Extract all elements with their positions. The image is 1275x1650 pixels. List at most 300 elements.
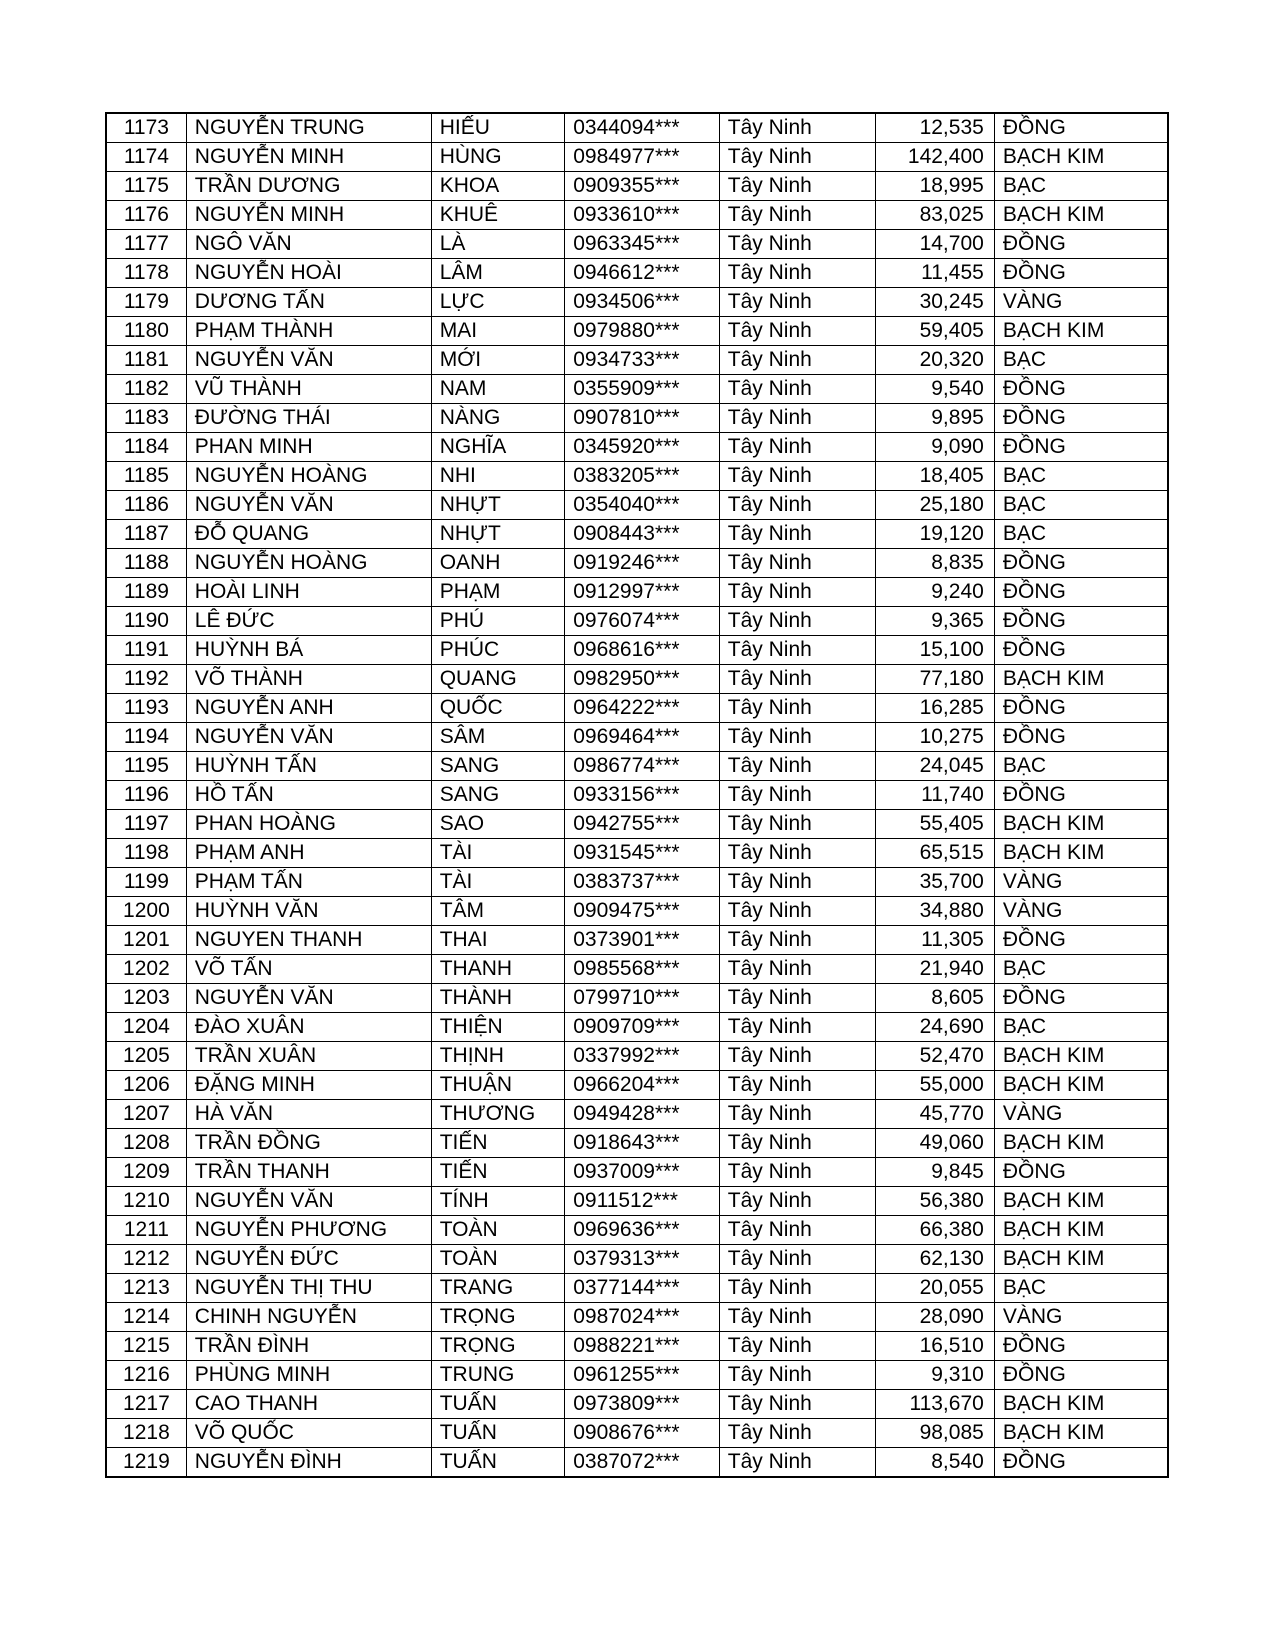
cell-given-name: TRỌNG [431, 1303, 565, 1332]
table-row [106, 1390, 1168, 1419]
cell-surname: HUỲNH VĂN [186, 897, 431, 926]
cell-phone: 0984977*** [565, 143, 720, 172]
cell-stt: 1202 [106, 955, 186, 984]
table-row [106, 926, 1168, 955]
cell-phone: 0383205*** [565, 462, 720, 491]
cell-tier: BẠCH KIM [994, 1129, 1168, 1158]
cell-tier: BẠCH KIM [994, 1390, 1168, 1419]
cell-given-name: TOÀN [431, 1245, 565, 1274]
cell-phone: 0355909*** [565, 375, 720, 404]
cell-phone: 0961255*** [565, 1361, 720, 1390]
cell-surname: PHÙNG MINH [186, 1361, 431, 1390]
table-row [106, 1448, 1168, 1478]
cell-surname: TRẦN XUÂN [186, 1042, 431, 1071]
cell-points: 55,405 [876, 810, 994, 839]
cell-surname: NGUYỄN VĂN [186, 491, 431, 520]
cell-surname: ĐƯỜNG THÁI [186, 404, 431, 433]
cell-surname: PHẠM THÀNH [186, 317, 431, 346]
cell-tier: BẠC [994, 462, 1168, 491]
cell-points: 9,895 [876, 404, 994, 433]
cell-phone: 0968616*** [565, 636, 720, 665]
cell-phone: 0969464*** [565, 723, 720, 752]
table-row [106, 897, 1168, 926]
cell-tier: ĐỒNG [994, 1158, 1168, 1187]
cell-phone: 0966204*** [565, 1071, 720, 1100]
cell-points: 8,835 [876, 549, 994, 578]
cell-tier: ĐỒNG [994, 375, 1168, 404]
cell-points: 9,240 [876, 578, 994, 607]
cell-tier: BẠCH KIM [994, 1042, 1168, 1071]
cell-surname: CAO THANH [186, 1390, 431, 1419]
cell-points: 20,320 [876, 346, 994, 375]
table-row [106, 462, 1168, 491]
cell-province: Tây Ninh [719, 694, 876, 723]
table-body [106, 113, 1168, 1477]
cell-points: 19,120 [876, 520, 994, 549]
cell-points: 9,310 [876, 1361, 994, 1390]
cell-stt: 1204 [106, 1013, 186, 1042]
cell-phone: 0911512*** [565, 1187, 720, 1216]
cell-tier: ĐỒNG [994, 607, 1168, 636]
cell-points: 18,405 [876, 462, 994, 491]
cell-province: Tây Ninh [719, 259, 876, 288]
table-row [106, 520, 1168, 549]
cell-phone: 0344094*** [565, 113, 720, 143]
cell-points: 28,090 [876, 1303, 994, 1332]
cell-stt: 1207 [106, 1100, 186, 1129]
cell-tier: BẠCH KIM [994, 201, 1168, 230]
cell-province: Tây Ninh [719, 578, 876, 607]
cell-phone: 0942755*** [565, 810, 720, 839]
cell-given-name: THIỆN [431, 1013, 565, 1042]
cell-stt: 1185 [106, 462, 186, 491]
cell-given-name: TOÀN [431, 1216, 565, 1245]
cell-tier: ĐỒNG [994, 1448, 1168, 1478]
table-row [106, 433, 1168, 462]
cell-province: Tây Ninh [719, 781, 876, 810]
table-row [106, 201, 1168, 230]
table-row [106, 578, 1168, 607]
cell-phone: 0373901*** [565, 926, 720, 955]
cell-given-name: TIẾN [431, 1158, 565, 1187]
table-row [106, 1274, 1168, 1303]
cell-phone: 0976074*** [565, 607, 720, 636]
cell-stt: 1174 [106, 143, 186, 172]
cell-given-name: TUẤN [431, 1448, 565, 1478]
cell-tier: ĐỒNG [994, 926, 1168, 955]
cell-points: 10,275 [876, 723, 994, 752]
cell-stt: 1198 [106, 839, 186, 868]
cell-points: 35,700 [876, 868, 994, 897]
cell-points: 52,470 [876, 1042, 994, 1071]
cell-points: 83,025 [876, 201, 994, 230]
cell-tier: ĐỒNG [994, 113, 1168, 143]
cell-tier: BẠC [994, 1274, 1168, 1303]
cell-province: Tây Ninh [719, 1013, 876, 1042]
table-row [106, 1129, 1168, 1158]
cell-province: Tây Ninh [719, 955, 876, 984]
cell-tier: ĐỒNG [994, 433, 1168, 462]
cell-given-name: NÀNG [431, 404, 565, 433]
cell-province: Tây Ninh [719, 1158, 876, 1187]
cell-phone: 0986774*** [565, 752, 720, 781]
cell-phone: 0934733*** [565, 346, 720, 375]
cell-surname: PHẠM ANH [186, 839, 431, 868]
cell-stt: 1175 [106, 172, 186, 201]
cell-points: 66,380 [876, 1216, 994, 1245]
cell-province: Tây Ninh [719, 1390, 876, 1419]
cell-tier: BẠCH KIM [994, 1216, 1168, 1245]
table-row [106, 955, 1168, 984]
cell-points: 113,670 [876, 1390, 994, 1419]
cell-tier: ĐỒNG [994, 636, 1168, 665]
cell-phone: 0963345*** [565, 230, 720, 259]
table-row [106, 491, 1168, 520]
cell-points: 65,515 [876, 839, 994, 868]
table-row [106, 143, 1168, 172]
cell-tier: ĐỒNG [994, 578, 1168, 607]
cell-points: 24,045 [876, 752, 994, 781]
cell-stt: 1183 [106, 404, 186, 433]
cell-surname: HOÀI LINH [186, 578, 431, 607]
cell-tier: VÀNG [994, 897, 1168, 926]
cell-tier: BẠC [994, 752, 1168, 781]
cell-points: 20,055 [876, 1274, 994, 1303]
cell-points: 8,605 [876, 984, 994, 1013]
cell-surname: TRẦN DƯƠNG [186, 172, 431, 201]
cell-province: Tây Ninh [719, 607, 876, 636]
cell-tier: BẠCH KIM [994, 839, 1168, 868]
cell-stt: 1180 [106, 317, 186, 346]
table-row [106, 665, 1168, 694]
cell-province: Tây Ninh [719, 288, 876, 317]
cell-surname: VŨ THÀNH [186, 375, 431, 404]
cell-stt: 1211 [106, 1216, 186, 1245]
cell-phone: 0988221*** [565, 1332, 720, 1361]
cell-province: Tây Ninh [719, 462, 876, 491]
member-table [105, 112, 1169, 1478]
cell-tier: ĐỒNG [994, 1361, 1168, 1390]
cell-province: Tây Ninh [719, 810, 876, 839]
cell-tier: BẠCH KIM [994, 143, 1168, 172]
cell-tier: BẠCH KIM [994, 317, 1168, 346]
cell-surname: TRẦN ĐỒNG [186, 1129, 431, 1158]
cell-stt: 1215 [106, 1332, 186, 1361]
cell-given-name: TÂM [431, 897, 565, 926]
cell-surname: NGUYỄN PHƯƠNG [186, 1216, 431, 1245]
cell-points: 16,285 [876, 694, 994, 723]
cell-given-name: MAI [431, 317, 565, 346]
cell-points: 16,510 [876, 1332, 994, 1361]
cell-province: Tây Ninh [719, 1042, 876, 1071]
cell-phone: 0933610*** [565, 201, 720, 230]
table-row [106, 288, 1168, 317]
cell-points: 21,940 [876, 955, 994, 984]
cell-phone: 0985568*** [565, 955, 720, 984]
cell-points: 15,100 [876, 636, 994, 665]
cell-tier: BẠC [994, 955, 1168, 984]
cell-surname: TRẦN ĐÌNH [186, 1332, 431, 1361]
cell-province: Tây Ninh [719, 1448, 876, 1478]
cell-stt: 1178 [106, 259, 186, 288]
cell-stt: 1212 [106, 1245, 186, 1274]
cell-surname: VÕ QUỐC [186, 1419, 431, 1448]
cell-stt: 1192 [106, 665, 186, 694]
cell-stt: 1187 [106, 520, 186, 549]
cell-surname: NGUYỄN HOÀNG [186, 462, 431, 491]
cell-stt: 1193 [106, 694, 186, 723]
cell-tier: ĐỒNG [994, 984, 1168, 1013]
cell-points: 9,365 [876, 607, 994, 636]
cell-points: 8,540 [876, 1448, 994, 1478]
cell-province: Tây Ninh [719, 1100, 876, 1129]
table-row [106, 1332, 1168, 1361]
cell-stt: 1203 [106, 984, 186, 1013]
cell-surname: NGUYỄN VĂN [186, 1187, 431, 1216]
cell-stt: 1182 [106, 375, 186, 404]
cell-phone: 0933156*** [565, 781, 720, 810]
cell-points: 25,180 [876, 491, 994, 520]
cell-province: Tây Ninh [719, 1216, 876, 1245]
cell-tier: ĐỒNG [994, 1332, 1168, 1361]
cell-tier: BẠCH KIM [994, 1187, 1168, 1216]
cell-given-name: HIẾU [431, 113, 565, 143]
table-row [106, 636, 1168, 665]
cell-province: Tây Ninh [719, 172, 876, 201]
cell-stt: 1206 [106, 1071, 186, 1100]
cell-given-name: NHỰT [431, 520, 565, 549]
cell-surname: NGUYỄN HOÀNG [186, 549, 431, 578]
cell-stt: 1200 [106, 897, 186, 926]
cell-surname: PHAN HOÀNG [186, 810, 431, 839]
cell-stt: 1208 [106, 1129, 186, 1158]
cell-points: 62,130 [876, 1245, 994, 1274]
cell-stt: 1205 [106, 1042, 186, 1071]
cell-province: Tây Ninh [719, 839, 876, 868]
cell-phone: 0377144*** [565, 1274, 720, 1303]
cell-tier: BẠCH KIM [994, 1419, 1168, 1448]
cell-stt: 1184 [106, 433, 186, 462]
cell-surname: NGUYỄN VĂN [186, 723, 431, 752]
cell-phone: 0354040*** [565, 491, 720, 520]
table-row [106, 1245, 1168, 1274]
cell-surname: NGUYỄN VĂN [186, 346, 431, 375]
cell-given-name: HÙNG [431, 143, 565, 172]
cell-given-name: QUANG [431, 665, 565, 694]
cell-surname: NGUYỄN VĂN [186, 984, 431, 1013]
cell-phone: 0799710*** [565, 984, 720, 1013]
cell-points: 30,245 [876, 288, 994, 317]
cell-given-name: TIẾN [431, 1129, 565, 1158]
cell-surname: ĐỖ QUANG [186, 520, 431, 549]
table-row [106, 1303, 1168, 1332]
cell-province: Tây Ninh [719, 1245, 876, 1274]
table-row [106, 259, 1168, 288]
cell-given-name: THUẬN [431, 1071, 565, 1100]
table-row [106, 1013, 1168, 1042]
cell-points: 11,740 [876, 781, 994, 810]
cell-province: Tây Ninh [719, 230, 876, 259]
cell-surname: DƯƠNG TẤN [186, 288, 431, 317]
cell-stt: 1181 [106, 346, 186, 375]
cell-surname: NGUYỄN MINH [186, 201, 431, 230]
cell-tier: ĐỒNG [994, 694, 1168, 723]
cell-surname: NGUYỄN HOÀI [186, 259, 431, 288]
table-row [106, 1071, 1168, 1100]
table-row [106, 549, 1168, 578]
cell-given-name: SANG [431, 781, 565, 810]
cell-province: Tây Ninh [719, 113, 876, 143]
cell-given-name: TRUNG [431, 1361, 565, 1390]
cell-stt: 1213 [106, 1274, 186, 1303]
table-row [106, 781, 1168, 810]
cell-surname: NGUYỄN THỊ THU [186, 1274, 431, 1303]
cell-given-name: TRỌNG [431, 1332, 565, 1361]
cell-stt: 1197 [106, 810, 186, 839]
table-row [106, 752, 1168, 781]
cell-points: 59,405 [876, 317, 994, 346]
table-row [106, 1100, 1168, 1129]
cell-surname: HỒ TẤN [186, 781, 431, 810]
cell-given-name: KHUÊ [431, 201, 565, 230]
cell-given-name: TUẤN [431, 1419, 565, 1448]
cell-points: 98,085 [876, 1419, 994, 1448]
table-row [106, 404, 1168, 433]
cell-surname: NGUYEN THANH [186, 926, 431, 955]
cell-tier: BẠC [994, 1013, 1168, 1042]
table-row [106, 868, 1168, 897]
cell-surname: NGUYỄN ANH [186, 694, 431, 723]
cell-province: Tây Ninh [719, 1129, 876, 1158]
cell-given-name: TÀI [431, 839, 565, 868]
cell-tier: ĐỒNG [994, 549, 1168, 578]
table-row [106, 113, 1168, 143]
cell-given-name: TRANG [431, 1274, 565, 1303]
cell-phone: 0909709*** [565, 1013, 720, 1042]
table-row [106, 607, 1168, 636]
cell-phone: 0937009*** [565, 1158, 720, 1187]
cell-surname: HUỲNH TẤN [186, 752, 431, 781]
cell-stt: 1214 [106, 1303, 186, 1332]
cell-phone: 0909475*** [565, 897, 720, 926]
cell-phone: 0379313*** [565, 1245, 720, 1274]
cell-stt: 1179 [106, 288, 186, 317]
cell-province: Tây Ninh [719, 1332, 876, 1361]
cell-phone: 0979880*** [565, 317, 720, 346]
cell-tier: BẠCH KIM [994, 1245, 1168, 1274]
cell-stt: 1176 [106, 201, 186, 230]
cell-province: Tây Ninh [719, 1187, 876, 1216]
cell-stt: 1201 [106, 926, 186, 955]
cell-province: Tây Ninh [719, 665, 876, 694]
cell-province: Tây Ninh [719, 404, 876, 433]
table-row [106, 375, 1168, 404]
cell-points: 11,305 [876, 926, 994, 955]
cell-surname: NGÔ VĂN [186, 230, 431, 259]
cell-tier: VÀNG [994, 868, 1168, 897]
cell-stt: 1210 [106, 1187, 186, 1216]
cell-given-name: TÍNH [431, 1187, 565, 1216]
cell-tier: BẠC [994, 172, 1168, 201]
cell-province: Tây Ninh [719, 1071, 876, 1100]
cell-phone: 0949428*** [565, 1100, 720, 1129]
cell-points: 45,770 [876, 1100, 994, 1129]
cell-phone: 0969636*** [565, 1216, 720, 1245]
cell-given-name: NHI [431, 462, 565, 491]
table-row [106, 839, 1168, 868]
cell-given-name: THÀNH [431, 984, 565, 1013]
table-row [106, 346, 1168, 375]
cell-phone: 0387072*** [565, 1448, 720, 1478]
table-row [106, 230, 1168, 259]
cell-points: 18,995 [876, 172, 994, 201]
cell-tier: VÀNG [994, 1100, 1168, 1129]
table-row [106, 723, 1168, 752]
cell-phone: 0345920*** [565, 433, 720, 462]
table-row [106, 810, 1168, 839]
cell-surname: LÊ ĐỨC [186, 607, 431, 636]
cell-surname: ĐÀO XUÂN [186, 1013, 431, 1042]
cell-points: 9,540 [876, 375, 994, 404]
cell-phone: 0987024*** [565, 1303, 720, 1332]
cell-tier: BẠC [994, 346, 1168, 375]
cell-stt: 1216 [106, 1361, 186, 1390]
cell-stt: 1196 [106, 781, 186, 810]
cell-points: 9,845 [876, 1158, 994, 1187]
table-row [106, 1187, 1168, 1216]
cell-phone: 0973809*** [565, 1390, 720, 1419]
cell-tier: ĐỒNG [994, 259, 1168, 288]
cell-tier: BẠCH KIM [994, 1071, 1168, 1100]
cell-given-name: THỊNH [431, 1042, 565, 1071]
cell-given-name: MỚI [431, 346, 565, 375]
cell-surname: PHẠM TẤN [186, 868, 431, 897]
cell-stt: 1209 [106, 1158, 186, 1187]
cell-given-name: KHOA [431, 172, 565, 201]
table-row [106, 984, 1168, 1013]
cell-given-name: PHẠM [431, 578, 565, 607]
table-row [106, 1361, 1168, 1390]
cell-stt: 1189 [106, 578, 186, 607]
cell-phone: 0908676*** [565, 1419, 720, 1448]
cell-given-name: NGHĨA [431, 433, 565, 462]
cell-tier: BẠCH KIM [994, 665, 1168, 694]
cell-points: 14,700 [876, 230, 994, 259]
cell-points: 24,690 [876, 1013, 994, 1042]
cell-province: Tây Ninh [719, 723, 876, 752]
cell-given-name: LỰC [431, 288, 565, 317]
cell-phone: 0908443*** [565, 520, 720, 549]
cell-phone: 0934506*** [565, 288, 720, 317]
cell-stt: 1190 [106, 607, 186, 636]
cell-tier: BẠC [994, 520, 1168, 549]
cell-surname: HÀ VĂN [186, 1100, 431, 1129]
cell-given-name: QUỐC [431, 694, 565, 723]
cell-surname: HUỲNH BÁ [186, 636, 431, 665]
cell-given-name: SANG [431, 752, 565, 781]
cell-stt: 1219 [106, 1448, 186, 1478]
cell-phone: 0946612*** [565, 259, 720, 288]
cell-given-name: TUẤN [431, 1390, 565, 1419]
cell-points: 34,880 [876, 897, 994, 926]
cell-surname: NGUYỄN ĐÌNH [186, 1448, 431, 1478]
cell-surname: NGUYỄN ĐỨC [186, 1245, 431, 1274]
table-row [106, 317, 1168, 346]
table-row [106, 1042, 1168, 1071]
cell-province: Tây Ninh [719, 549, 876, 578]
cell-province: Tây Ninh [719, 346, 876, 375]
cell-province: Tây Ninh [719, 491, 876, 520]
